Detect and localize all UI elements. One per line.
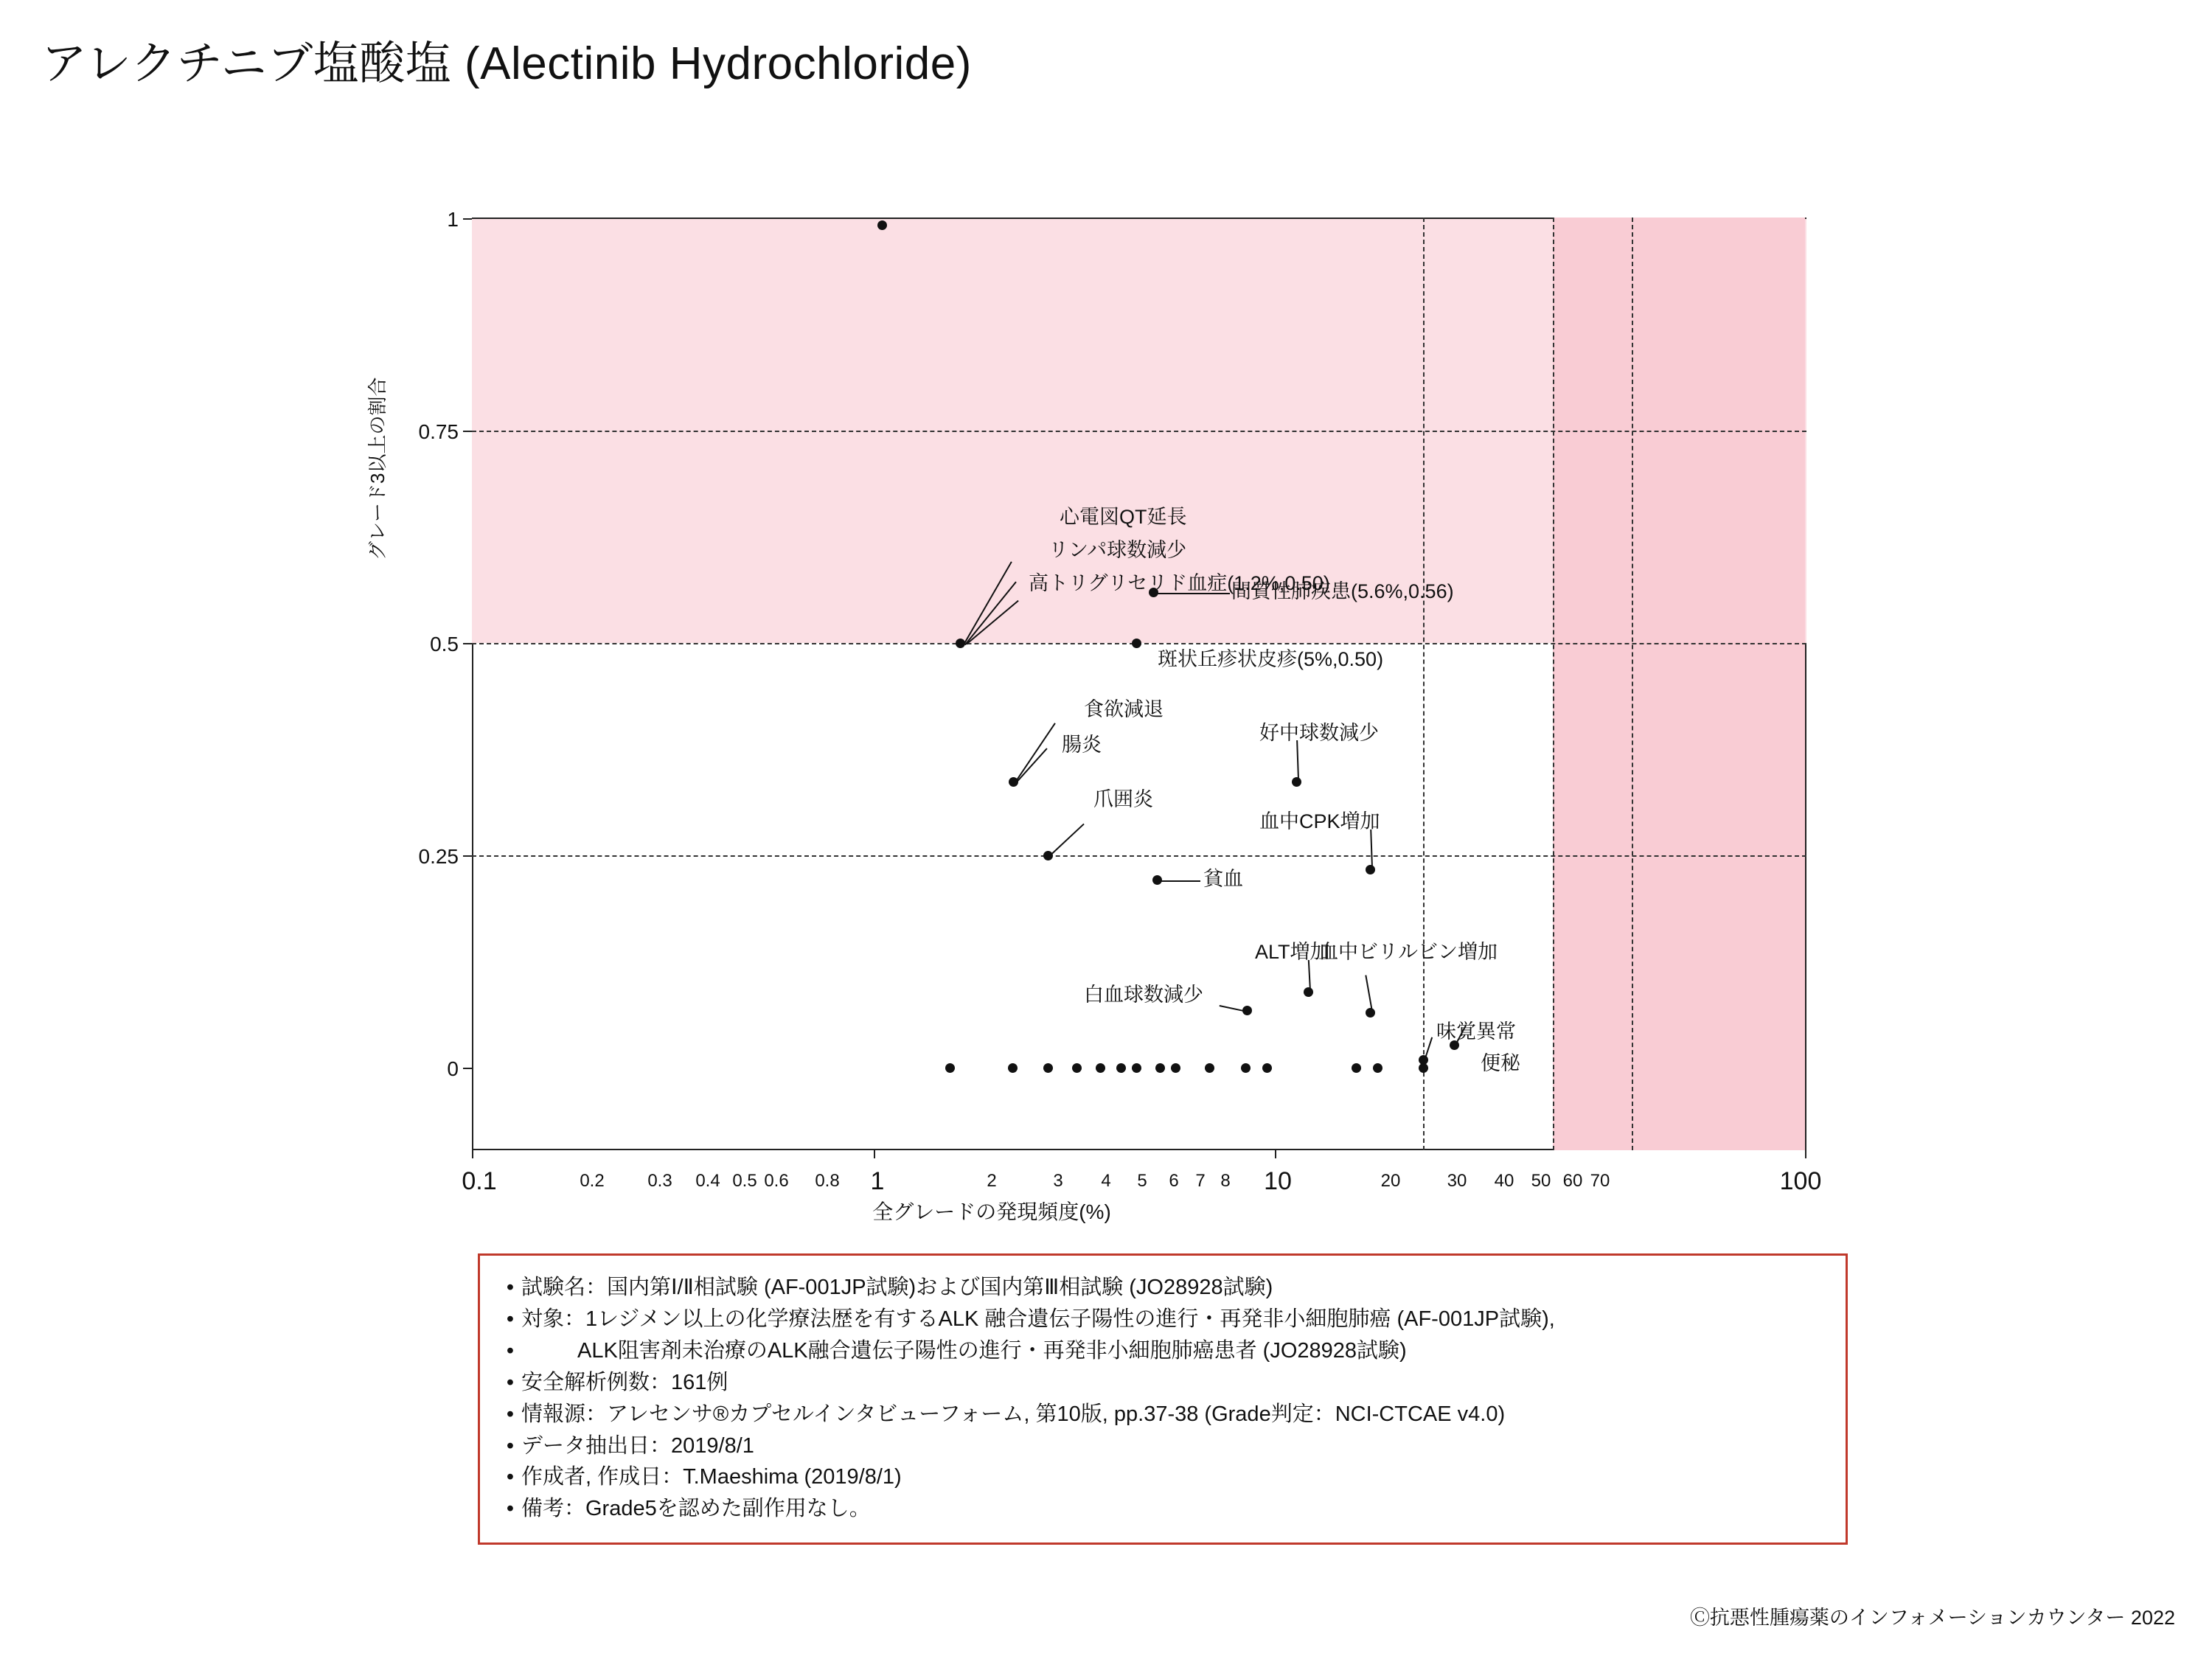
list-item <box>499 1461 1826 1493</box>
ytick-label-0.75: 0.75 <box>418 420 459 443</box>
bullet-icon: • <box>506 1276 515 1299</box>
data-point <box>945 1063 955 1073</box>
info-text: データ抽出日：2019/8/1 <box>521 1433 754 1458</box>
x-axis-label: 全グレードの発現頻度(%) <box>872 1200 1111 1223</box>
data-point-alt <box>1304 987 1313 997</box>
data-point <box>1262 1063 1272 1073</box>
list-item <box>499 1399 1826 1430</box>
data-point <box>1352 1063 1361 1073</box>
leader-line-anemia <box>1159 880 1200 882</box>
data-point-cpk <box>1366 865 1375 874</box>
data-point-bilirubin <box>1366 1008 1375 1018</box>
gridline-y-0.25 <box>472 855 1806 857</box>
bullet-icon: • <box>506 1370 515 1394</box>
info-text: 備考：Grade5を認めた副作用なし。 <box>521 1497 871 1521</box>
ytick-label-1: 1 <box>447 208 459 231</box>
info-text: 対象：1レジメン以上の化学療法歴を有するALK 融合遺伝子陽性の進行・再発非小細胞肺癌 (AF-001JP試験), <box>521 1307 1555 1331</box>
annotation-neutrophil: 好中球数減少 <box>1259 722 1379 744</box>
ytick-mark <box>463 218 472 220</box>
xtick-label-0.3: 0.3 <box>647 1171 672 1191</box>
y-axis-label: グレード3以上の割合 <box>366 377 389 560</box>
xtick-label-20: 20 <box>1380 1171 1401 1191</box>
data-point-rash <box>1132 639 1141 648</box>
data-point <box>1043 1063 1053 1073</box>
list-item <box>499 1304 1826 1335</box>
annotation-alt: ALT増加 <box>1255 941 1330 963</box>
xtick-mark <box>1275 1150 1276 1158</box>
data-point <box>1171 1063 1180 1073</box>
annotation-qt: 心電図QT延長 <box>1060 506 1187 528</box>
copyright-notice: Ⓒ抗悪性腫瘍薬のインフォメーションカウンター 2022 <box>1689 1607 2175 1629</box>
xtick-mark <box>874 1150 875 1158</box>
scatter-plot <box>472 218 1806 1150</box>
info-text: 情報源：アレセンサ®カプセルインタビューフォーム, 第10版, pp.37-38 (Grade判定：NCI-CTCAE v4.0) <box>521 1402 1506 1426</box>
bullet-icon: • <box>506 1307 515 1331</box>
data-point <box>1072 1063 1082 1073</box>
gridline-x-70 <box>1632 218 1633 1150</box>
page-title: アレクチニブ塩酸塩 (Alectinib Hydrochloride) <box>41 38 972 89</box>
info-text: 作成者, 作成日：T.Maeshima (2019/8/1) <box>521 1465 902 1489</box>
data-point <box>877 220 887 230</box>
list-item <box>499 1335 1826 1367</box>
data-point <box>1373 1063 1382 1073</box>
study-info-box <box>478 1253 1848 1545</box>
ytick-mark <box>463 1068 472 1069</box>
ytick-mark <box>463 431 472 432</box>
xtick-label-0.4: 0.4 <box>695 1171 720 1191</box>
xtick-label-4: 4 <box>1101 1171 1111 1191</box>
info-text: 試験名：国内第Ⅰ/Ⅱ相試験 (AF-001JP試験)および国内第Ⅲ相試験 (JO28928試験) <box>521 1276 1273 1299</box>
annotation-enteritis: 腸炎 <box>1062 734 1102 756</box>
xtick-label-10: 10 <box>1264 1167 1292 1195</box>
bullet-icon: • <box>506 1497 515 1521</box>
bullet-icon: • <box>506 1465 515 1489</box>
info-text: ALK阻害剤未治療のALK融合遺伝子陽性の進行・再発非小細胞肺癌患者 (JO28928試験) <box>577 1338 1407 1363</box>
xtick-label-0.2: 0.2 <box>580 1171 605 1191</box>
bullet-icon: • <box>506 1338 515 1363</box>
xtick-mark <box>472 1150 473 1158</box>
data-point-anemia <box>1152 875 1162 885</box>
gridline-x-50 <box>1553 218 1554 1150</box>
xtick-label-0.5: 0.5 <box>732 1171 757 1191</box>
bullet-icon: • <box>506 1402 515 1426</box>
annotation-trigly: 高トリグリセリド血症(1.2%,0.50) <box>1029 572 1330 594</box>
xtick-label-2: 2 <box>987 1171 997 1191</box>
annotation-leukocyte: 白血球数減少 <box>1084 984 1203 1006</box>
data-point <box>1096 1063 1105 1073</box>
xtick-mark <box>1805 1150 1806 1158</box>
xtick-label-50: 50 <box>1531 1171 1551 1191</box>
xtick-label-3: 3 <box>1053 1171 1063 1191</box>
annotation-appetite: 食欲減退 <box>1084 698 1164 720</box>
ytick-label-0: 0 <box>447 1057 459 1080</box>
ytick-mark <box>463 643 472 644</box>
list-item <box>499 1430 1826 1462</box>
xtick-label-0.1: 0.1 <box>462 1167 497 1195</box>
annotation-anemia: 貧血 <box>1203 868 1243 890</box>
annotation-paronychia: 爪囲炎 <box>1093 788 1153 810</box>
xtick-label-1: 1 <box>870 1167 885 1195</box>
list-item <box>499 1493 1826 1525</box>
ytick-label-0.5: 0.5 <box>430 633 459 655</box>
data-point <box>1241 1063 1251 1073</box>
xtick-label-30: 30 <box>1447 1171 1467 1191</box>
annotation-ild: 間質性肺疾患(5.6%,0.56) <box>1231 580 1454 602</box>
xtick-label-8: 8 <box>1220 1171 1231 1191</box>
gridline-x-25 <box>1423 218 1425 1150</box>
annotation-taste: 味覚異常 <box>1436 1020 1516 1043</box>
data-point <box>1419 1063 1428 1073</box>
shaded-band-high-frequency <box>1553 218 1805 1150</box>
data-point <box>1116 1063 1126 1073</box>
list-item <box>499 1272 1826 1304</box>
xtick-label-6: 6 <box>1169 1171 1179 1191</box>
data-point <box>1155 1063 1165 1073</box>
xtick-label-70: 70 <box>1590 1171 1610 1191</box>
xtick-label-100: 100 <box>1779 1167 1822 1195</box>
xtick-label-0.8: 0.8 <box>815 1171 840 1191</box>
ytick-label-0.25: 0.25 <box>418 845 459 868</box>
ytick-mark <box>463 855 472 857</box>
info-text: 安全解析例数：161例 <box>521 1370 728 1394</box>
annotation-rash: 斑状丘疹状皮疹(5%,0.50) <box>1158 648 1384 670</box>
data-point <box>1008 1063 1018 1073</box>
annotation-bilirubin: 血中ビリルビン増加 <box>1318 941 1498 963</box>
xtick-label-7: 7 <box>1195 1171 1206 1191</box>
data-point <box>1205 1063 1214 1073</box>
data-point-neutrophil <box>1292 777 1301 787</box>
annotation-lymph: リンパ球数減少 <box>1048 539 1187 561</box>
data-point <box>1132 1063 1141 1073</box>
xtick-label-0.6: 0.6 <box>764 1171 789 1191</box>
list-item <box>499 1367 1826 1399</box>
annotation-constipation: 便秘 <box>1481 1052 1520 1074</box>
gridline-y-0.75 <box>472 431 1806 432</box>
annotation-cpk: 血中CPK増加 <box>1259 810 1380 832</box>
xtick-label-60: 60 <box>1562 1171 1583 1191</box>
xtick-label-40: 40 <box>1494 1171 1514 1191</box>
xtick-label-5: 5 <box>1137 1171 1147 1191</box>
bullet-icon: • <box>506 1433 515 1458</box>
